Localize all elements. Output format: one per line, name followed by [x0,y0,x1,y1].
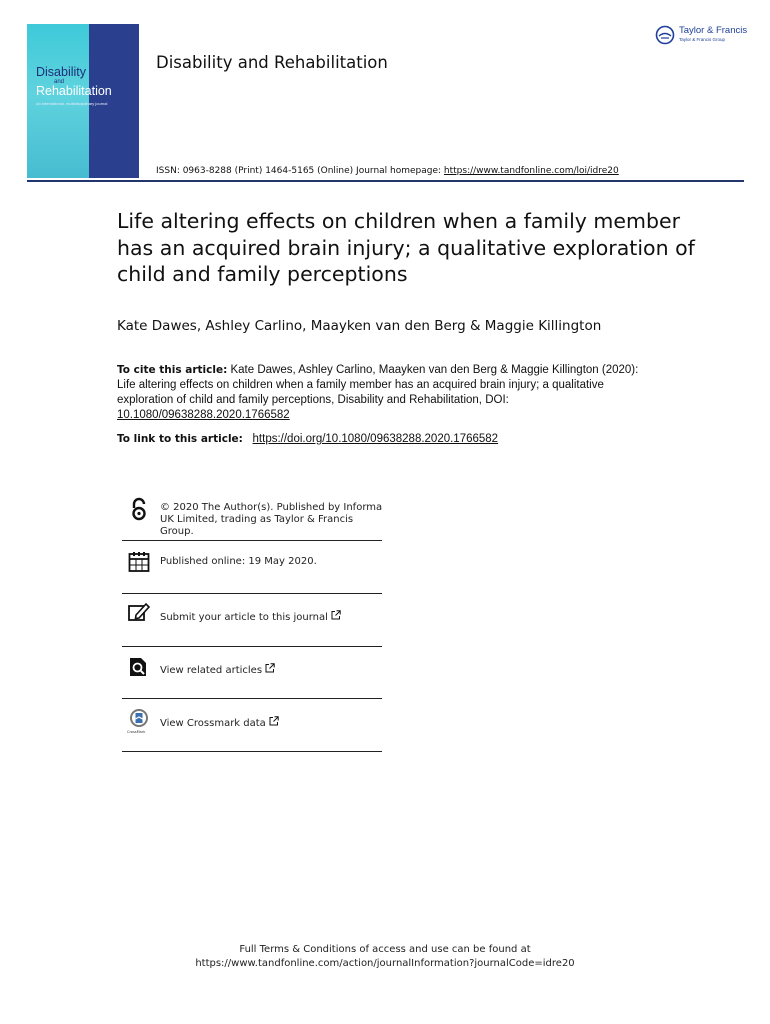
submit-edit-icon[interactable] [127,600,151,624]
cover-title-line2: Rehabilitation [36,84,112,98]
journal-homepage-link[interactable]: https://www.tandfonline.com/loi/idre20 [443,166,619,176]
info-divider-2 [122,593,382,594]
cover-title-line1: Disability [36,65,87,79]
citation-text: Kate Dawes, Ashley Carlino, Maayken van den Berg & Maggie Killington (2020): Life altering effects on children when a family member has an acquired brain injury; a qualitative exploration of child and family perceptions, Disability and Rehabilitation, DOI: [117,364,639,406]
citation-block [117,363,657,423]
submit-article-link[interactable] [160,610,341,624]
external-link-icon [265,663,275,673]
publisher-logo [655,24,755,48]
related-articles-label[interactable]: View related articles [160,665,263,676]
cover-title-and: and [54,79,65,85]
header-divider [27,180,744,182]
published-date-text: Published online: 19 May 2020. [160,556,317,567]
open-access-text: © 2020 The Author(s). Published by Informa UK Limited, trading as Taylor & Francis Group. [160,502,383,537]
calendar-icon [127,550,151,574]
footer-terms-url[interactable]: https://www.tandfonline.com/action/journalInformation?journalCode=idre20 [195,957,575,969]
footer-terms [0,943,770,970]
submit-article-label[interactable]: Submit your article to this journal [160,612,328,623]
article-doi-url[interactable]: https://doi.org/10.1080/09638288.2020.1766582 [252,433,499,445]
article-authors: Kate Dawes, Ashley Carlino, Maayken van den Berg & Maggie Killington [117,318,602,334]
info-divider-4 [122,698,382,699]
open-access-icon [127,497,151,521]
issn-text: ISSN: 0963-8288 (Print) 1464-5165 (Online) Journal homepage: [156,166,444,176]
info-divider-1 [122,540,382,541]
article-link-line [117,433,498,445]
related-articles-icon[interactable] [127,655,151,679]
taylor-francis-logo-icon [655,25,675,45]
crossmark-icon[interactable] [127,708,151,732]
link-label: To link to this article: [117,433,247,445]
publisher-name: Taylor & Francis [679,25,748,36]
issn-line [156,166,619,176]
journal-title: Disability and Rehabilitation [156,53,388,72]
crossmark-link[interactable] [160,716,279,730]
journal-cover-image [27,24,139,178]
publisher-subtitle: Taylor & Francis Group [679,37,726,42]
article-title: Life altering effects on children when a family member has an acquired brain injury; a qualitative exploration of child and family perceptions [117,209,695,286]
citation-doi-link[interactable]: 10.1080/09638288.2020.1766582 [117,409,290,421]
related-articles-link[interactable] [160,663,275,677]
crossmark-icon-label: CrossMark [127,730,146,734]
crossmark-label[interactable]: View Crossmark data [160,718,266,729]
external-link-icon [331,610,341,620]
cover-tagline: An international, multidisciplinary journal [36,101,108,106]
info-divider-3 [122,646,382,647]
external-link-icon [269,716,279,726]
cite-label: To cite this article: [117,364,228,376]
footer-line1: Full Terms & Conditions of access and use can be found at [239,944,531,955]
info-divider-5 [122,751,382,752]
